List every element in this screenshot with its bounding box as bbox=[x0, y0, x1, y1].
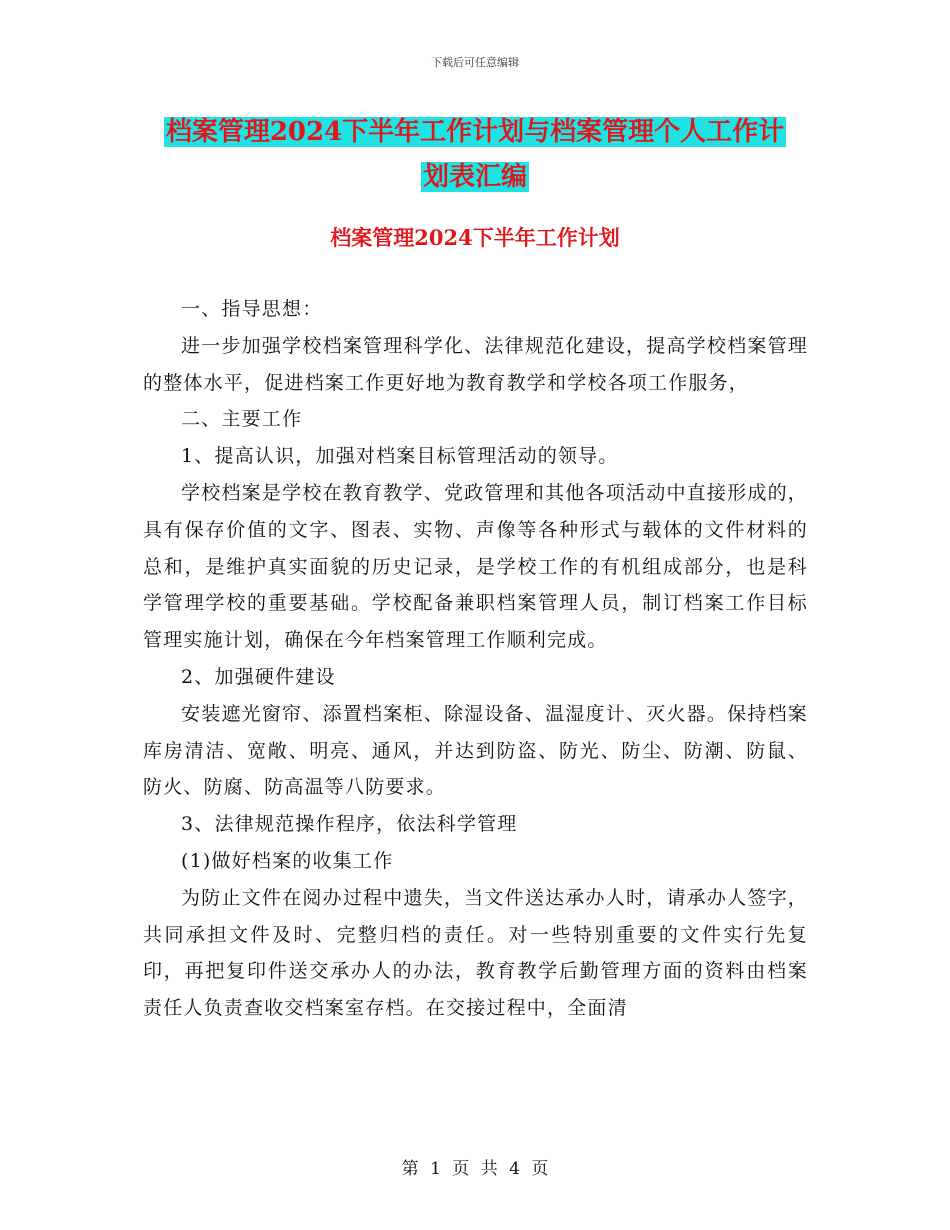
page-footer: 第 1 页 共 4 页 bbox=[401, 1159, 549, 1179]
section-title: 档案管理2024下半年工作计划 bbox=[330, 225, 620, 250]
title-line-2: 划表汇编 bbox=[422, 162, 527, 192]
document-title bbox=[140, 110, 810, 200]
paragraph-subheading: (1)做好档案的收集工作 bbox=[181, 849, 394, 872]
header-note: 下载后可任意编辑 bbox=[431, 56, 519, 69]
paragraph-heading-main-work: 二、主要工作 bbox=[181, 408, 303, 431]
body-text bbox=[143, 291, 808, 1027]
paragraph-heading-guiding: 一、指导思想： bbox=[181, 298, 323, 320]
title-line-1: 档案管理2024下半年工作计划与档案管理个人工作计 bbox=[165, 117, 785, 147]
paragraph-subheading: 2、加强硬件建设 bbox=[181, 665, 336, 688]
paragraph: 安装遮光窗帘、添置档案柜、除湿设备、温湿度计、灭火器。保持档案库房清洁、宽敞、明亮、通风，并达到防盗、防光、防尘、防潮、防鼠、防火、防腐、防高温等八防要求。 bbox=[143, 702, 808, 799]
paragraph: 学校档案是学校在教育教学、党政管理和其他各项活动中直接形成的，具有保存价值的文字、图表、实物、声像等各种形式与载体的文件材料的总和，是维护真实面貌的历史记录，是学校工作的有机组成部分，也是科学管理学校的重要基础。学校配备兼职档案管理人员，制订档案工作目标管理实施计划，确保在今年档案管理工作顺利完成。 bbox=[143, 481, 808, 652]
paragraph: 进一步加强学校档案管理科学化、法律规范化建设，提高学校档案管理的整体水平，促进档案工作更好地为教育教学和学校各项工作服务， bbox=[143, 334, 808, 394]
paragraph-subheading: 1、提高认识，加强对档案目标管理活动的领导。 bbox=[181, 445, 619, 468]
paragraph-subheading: 3、法律规范操作程序，依法科学管理 bbox=[181, 813, 518, 836]
paragraph: 为防止文件在阅办过程中遗失，当文件送达承办人时，请承办人签字，共同承担文件及时、完整归档的责任。对一些特别重要的文件实行先复印，再把复印件送交承办人的办法，教育教学后勤管理方面的资料由档案责任人负责查收交档案室存档。在交接过程中，全面清 bbox=[143, 886, 808, 1020]
